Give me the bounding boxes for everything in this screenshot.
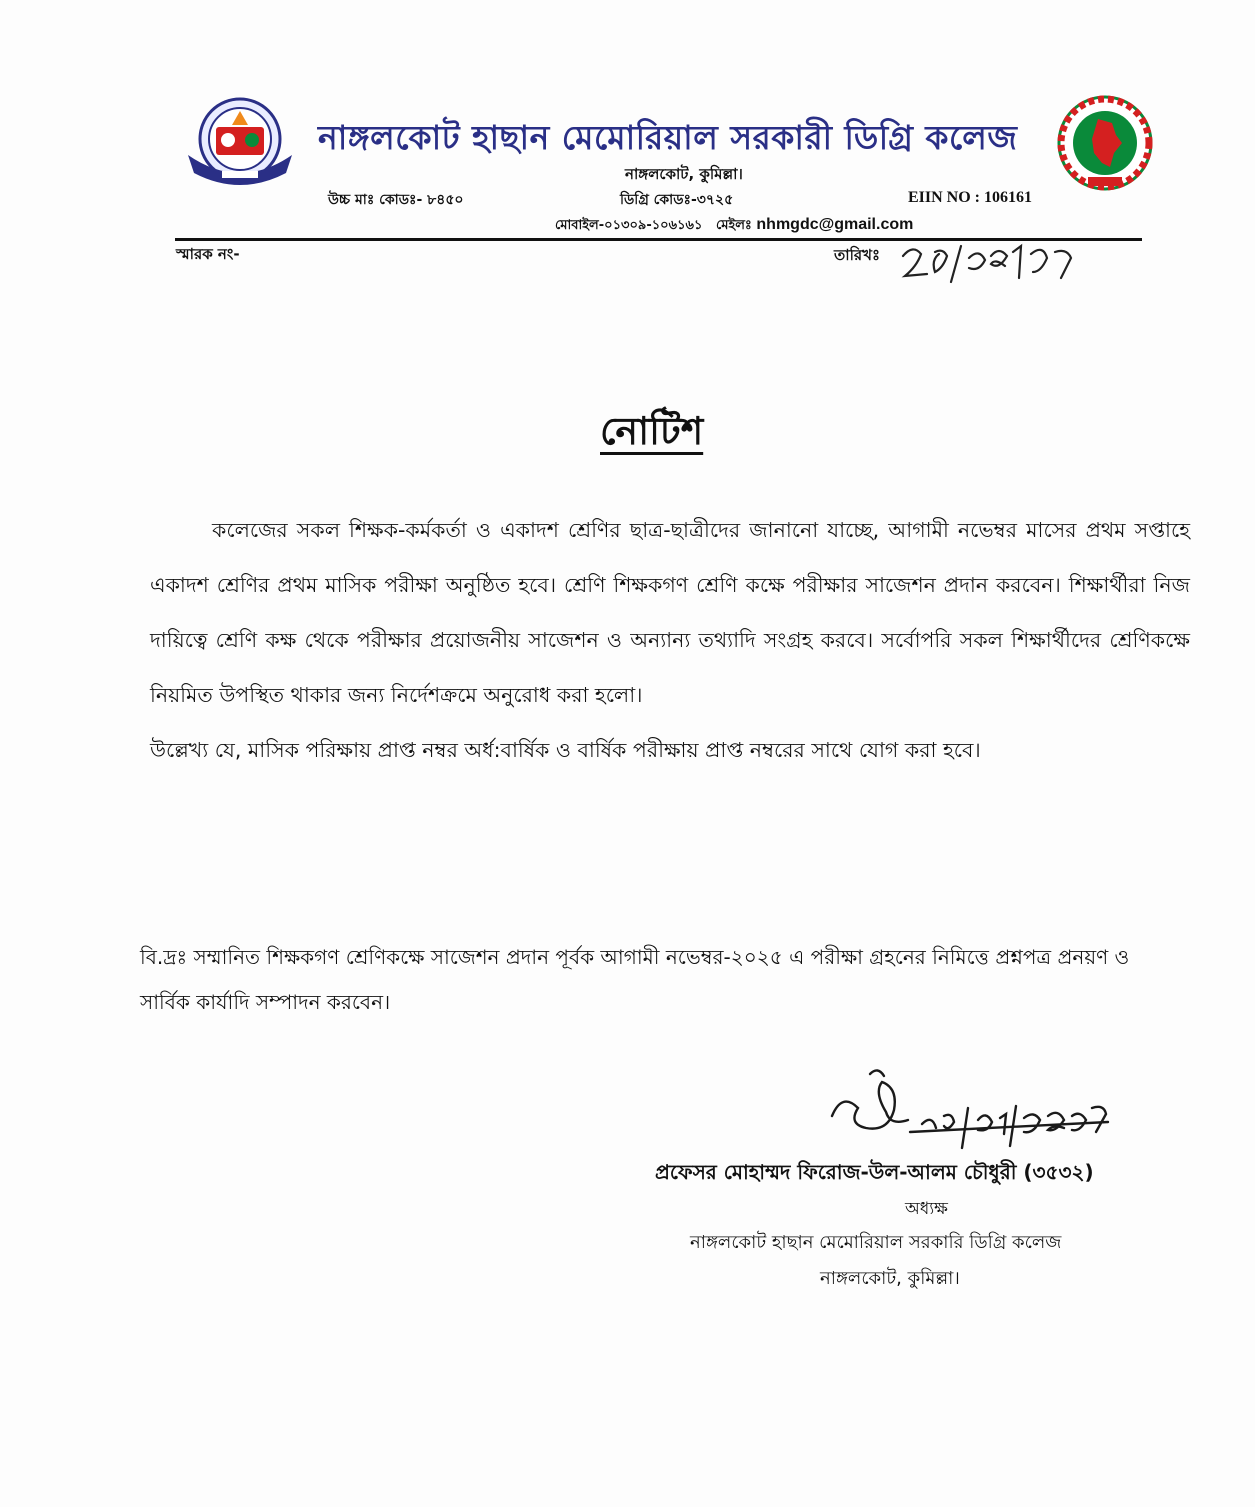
notice-title: নোটিশ [600,409,704,453]
principal-signature [818,1062,1118,1162]
college-address: নাঙ্গলকোট, কুমিল্লা। [625,165,743,183]
government-seal [1050,93,1160,193]
eiin-number: EIIN NO : 106161 [908,189,1033,206]
signatory-designation: অধ্যক্ষ [905,1199,948,1219]
college-name: নাঙ্গলকোট হাছান মেমোরিয়াল সরকারী ডিগ্রি কলেজ [318,118,1018,157]
notice-paragraph: উল্লেখ্য যে, মাসিক পরিক্ষায় প্রাপ্ত নম্বর অর্ধ:বার্ষিক ও বার্ষিক পরীক্ষায় প্রাপ্ত নম্বরের সাথে যোগ করা হবে। [150,738,981,762]
notice-paragraph: কলেজের সকল শিক্ষক-কর্মকর্তা ও একাদশ শ্রেণির ছাত্র-ছাত্রীদের জানানো যাচ্ছে, আগামী নভেম্বর মাসের প্রথম সপ্তাহে একাদশ শ্রেণির প্রথম মাসিক পরীক্ষা অনুষ্ঠিত হবে। শ্রেণি শিক্ষকগণ শ্রেণি কক্ষে পরীক্ষার সাজেশন প্রদান করবেন। শিক্ষার্থীরা নিজ দায়িত্বে শ্রেণি কক্ষ থেকে পরীক্ষার প্রয়োজনীয় সাজেশন ও অন্যান্য তথ্যাদি সংগ্রহ করবে। সর্বোপরি সকল শিক্ষার্থীদের শ্রেণিকক্ষে নিয়মিত উপস্থিত থাকার জন্য নির্দেশক্রমে অনুরোধ করা হলো। [150,518,1190,707]
notice-body [150,503,1190,778]
date-label: তারিখঃ [834,246,880,264]
email-address: nhmgdc@gmail.com [756,216,914,233]
degree-code: ডিগ্রি কোডঃ-৩৭২৫ [620,192,734,208]
signatory-name: প্রফেসর মোহাম্মদ ফিরোজ-উল-আলম চৌধুরী (৩৫৩২) [655,1160,1094,1184]
handwritten-date [895,238,1095,288]
signatory-college: নাঙ্গলকোট হাছান মেমোরিয়াল সরকারি ডিগ্রি কলেজ [690,1232,1062,1253]
mail-label: মেইলঃ [715,218,752,233]
nota-bene: বি.দ্রঃ সম্মানিত শিক্ষকগণ শ্রেণিকক্ষে সাজেশন প্রদান পূর্বক আগামী নভেম্বর-২০২৫ এ পরীক্ষা গ্রহনের নিমিত্তে প্রশ্নপত্র প্রনয়ণ ও সার্বিক কার্যাদি সম্পাদন করবেন। [140,945,1130,1014]
signatory-address: নাঙ্গলকোট, কুমিল্লা। [820,1268,960,1289]
mobile-number: মোবাইল-০১৩০৯-১০৬১৬১ [555,218,703,233]
college-logo [180,95,300,190]
memo-number-label: স্মারক নং- [176,245,240,263]
contact-line [555,216,913,237]
hs-code: উচ্চ মাঃ কোডঃ- ৮৪৫০ [328,192,464,208]
